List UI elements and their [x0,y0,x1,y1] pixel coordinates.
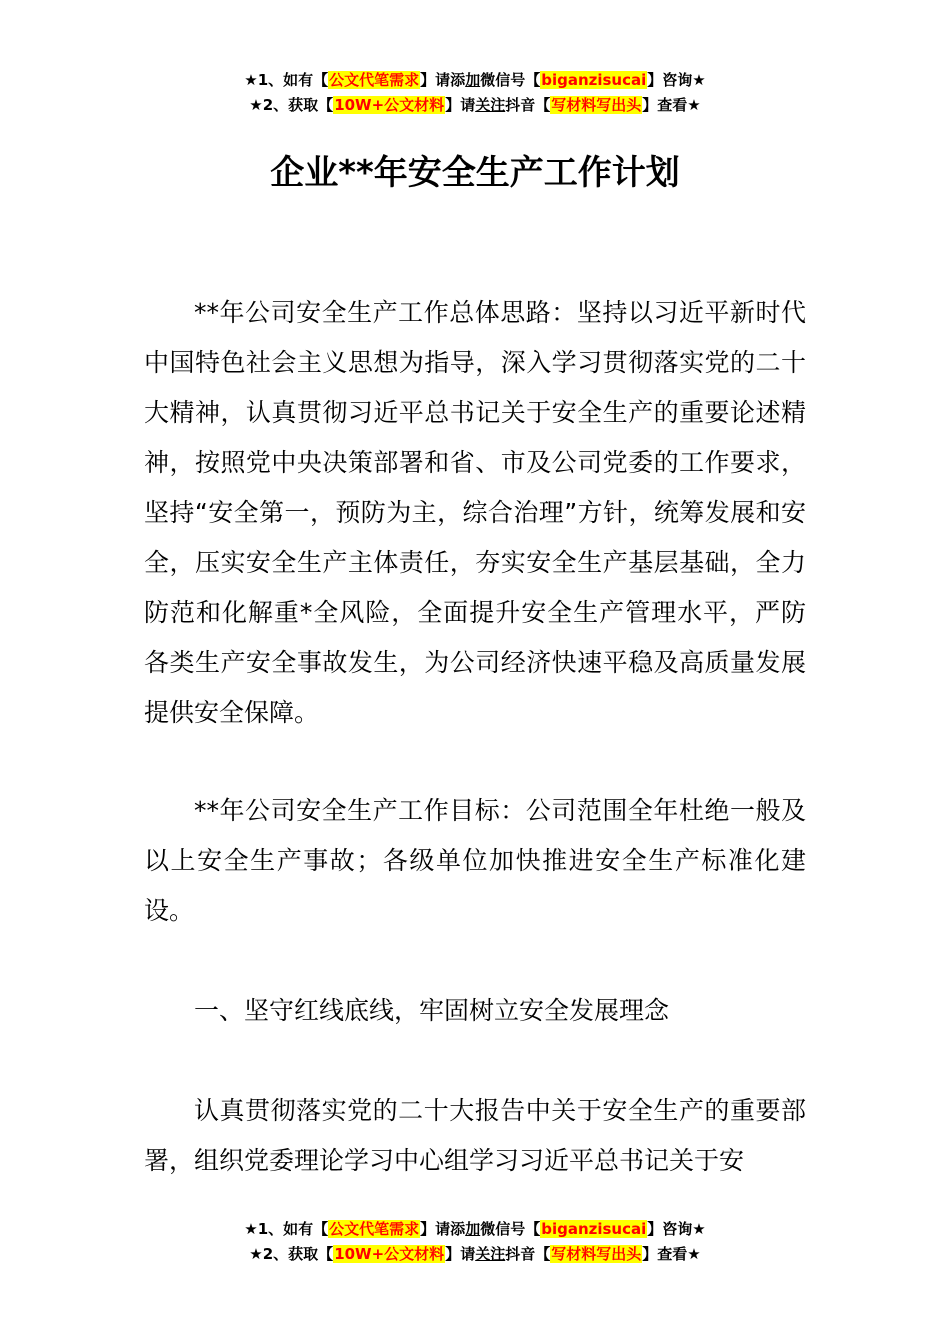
banner-text: 微信号【 [480,1220,541,1238]
banner-highlight: 10W+公文材料 [334,96,445,114]
banner-highlight: 公文代笔需求 [329,1220,420,1238]
banner-text: 】咨询★ [647,1220,706,1238]
banner-highlight: biganzisucai [541,71,647,89]
paragraph-overall-approach: **年公司安全生产工作总体思路：坚持以习近平新时代中国特色社会主义思想为指导，深入学习贯彻落实党的二十大精神，认真贯彻习近平总书记关于安全生产的重要论述精神，按照党中央决策部署和省、市及公司党委的工作要求，坚持“安全第一，预防为主，综合治理”方针，统筹发展和安全，压实安全生产主体责任，夯实安全生产基层基础，全力防范和化解重*全风险，全面提升安全生产管理水平，严防各类生产安全事故发生，为公司经济快速平稳及高质量发展提供安全保障。 [144,298,806,727]
banner-text: 抖音【 [505,1245,551,1263]
banner-line-1 [0,68,950,93]
banner-text: 】请 [445,96,476,114]
banner-text: 】咨询★ [647,71,706,89]
section-heading-1: 一、坚守红线底线，牢固树立安全发展理念 [194,996,670,1025]
banner-text: ★2、获取【 [249,1245,334,1263]
banner-text: ★1、如有【 [244,71,329,89]
banner-highlight: 公文代笔需求 [329,71,420,89]
banner-line-1 [0,1217,950,1242]
banner-text: 】请添 [420,71,466,89]
banner-line-2 [0,1242,950,1267]
banner-text: 微信号【 [480,71,541,89]
header-banner [0,68,950,118]
banner-text: 】查看★ [642,96,701,114]
banner-highlight: biganzisucai [541,1220,647,1238]
banner-text: ★2、获取【 [249,96,334,114]
banner-text: ★1、如有【 [244,1220,329,1238]
document-title: 企业**年安全生产工作计划 [270,153,680,193]
paragraph-section-1: 认真贯彻落实党的二十大报告中关于安全生产的重要部署，组织党委理论学习中心组学习习近平总书记关于安 [144,1096,806,1175]
banner-underlined-text: 关注 [475,96,506,114]
banner-highlight: 10W+公文材料 [334,1245,445,1263]
paragraph-work-goals: **年公司安全生产工作目标：公司范围全年杜绝一般及以上安全生产事故；各级单位加快推进安全生产标准化建设。 [144,796,806,925]
banner-underlined-text: 加 [465,71,481,89]
banner-underlined-text: 关注 [475,1245,506,1263]
banner-text: 抖音【 [505,96,551,114]
footer-banner [0,1217,950,1267]
banner-highlight: 写材料写出头 [551,1245,642,1263]
banner-text: 】请添 [420,1220,466,1238]
banner-text: 】请 [445,1245,476,1263]
banner-text: 】查看★ [642,1245,701,1263]
banner-line-2 [0,93,950,118]
banner-highlight: 写材料写出头 [551,96,642,114]
banner-underlined-text: 加 [465,1220,481,1238]
